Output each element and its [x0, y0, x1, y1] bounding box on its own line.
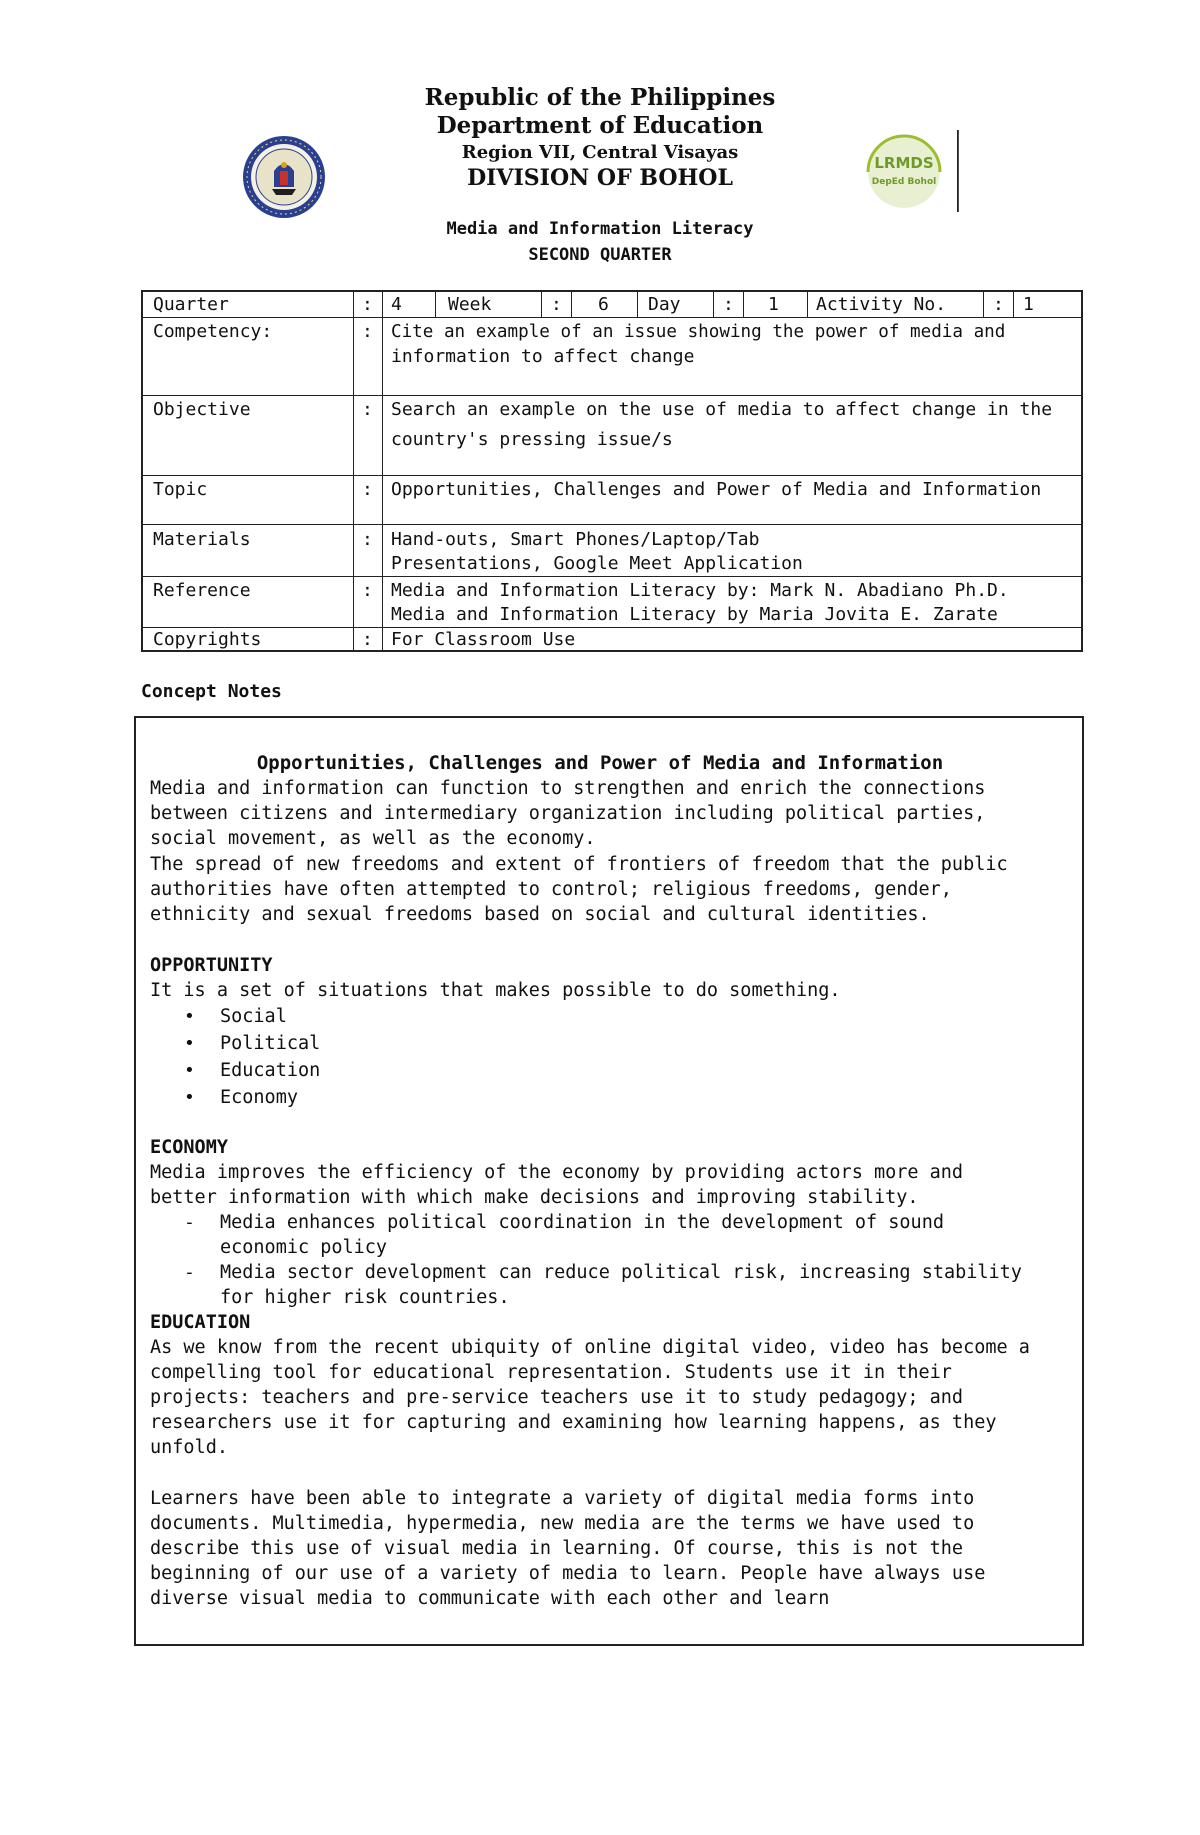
objective-line-1: Search an example on the use of media to affect change in the	[391, 399, 1053, 420]
list-item: Social	[220, 1006, 287, 1027]
header-region: Region VII, Central Visayas	[461, 142, 739, 163]
competency-line-2: information to affect change	[391, 346, 695, 367]
header-department: Department of Education	[436, 112, 764, 139]
bullet-icon: •	[184, 1006, 195, 1027]
bullet-icon: •	[184, 1033, 195, 1054]
materials-line-1: Hand-outs, Smart Phones/Laptop/Tab	[391, 529, 760, 550]
colon: :	[362, 399, 373, 420]
paragraph-line: between citizens and intermediary organization including political parties,	[150, 803, 986, 824]
copyrights-value: For Classroom Use	[391, 629, 576, 650]
quarter-value: 4	[391, 294, 402, 315]
lesson-info-table	[141, 290, 1083, 652]
subject-title: Media and Information Literacy	[446, 219, 754, 239]
materials-label: Materials	[153, 529, 251, 550]
colon: :	[362, 479, 373, 500]
week-value: 6	[598, 294, 609, 315]
header-republic: Republic of the Philippines	[424, 84, 776, 111]
week-label: Week	[448, 294, 492, 315]
paragraph-line: diverse visual media to communicate with each other and learn	[150, 1588, 830, 1609]
quarter-title: SECOND QUARTER	[528, 245, 672, 265]
concept-notes-heading: Concept Notes	[141, 681, 282, 702]
day-label: Day	[648, 294, 681, 315]
deped-seal-logo	[242, 135, 326, 219]
colon: :	[723, 294, 734, 315]
objective-line-2: country's pressing issue/s	[391, 429, 673, 450]
materials-line-2: Presentations, Google Meet Application	[391, 553, 803, 574]
paragraph-line: describe this use of visual media in learning. Of course, this is not the	[150, 1538, 964, 1559]
paragraph-line: unfold.	[150, 1437, 228, 1458]
paragraph-line: social movement, as well as the economy.	[150, 828, 596, 849]
list-item: Media sector development can reduce political risk, increasing stability	[220, 1262, 1022, 1283]
paragraph-line: Media and information can function to strengthen and enrich the connections	[150, 778, 986, 799]
svg-text:LRMDS: LRMDS	[874, 154, 934, 172]
activity-label: Activity No.	[816, 294, 947, 315]
paragraph-line: beginning of our use of a variety of media to learn. People have always use	[150, 1563, 986, 1584]
paragraph-line: As we know from the recent ubiquity of online digital video, video has become a	[150, 1337, 1030, 1358]
opportunity-heading: OPPORTUNITY	[150, 955, 273, 976]
bullet-icon: •	[184, 1087, 195, 1108]
paragraph-line: authorities have often attempted to control; religious freedoms, gender,	[150, 879, 952, 900]
list-item: Economy	[220, 1087, 298, 1108]
education-heading: EDUCATION	[150, 1312, 251, 1333]
activity-value: 1	[1023, 294, 1034, 315]
opportunity-definition: It is a set of situations that makes possible to do something.	[150, 980, 841, 1001]
bullet-icon: •	[184, 1060, 195, 1081]
objective-label: Objective	[153, 399, 251, 420]
colon: :	[993, 294, 1004, 315]
dash-bullet-icon: -	[184, 1262, 195, 1283]
reference-line-2: Media and Information Literacy by Maria Jovita E. Zarate	[391, 604, 998, 625]
day-value: 1	[768, 294, 779, 315]
colon: :	[551, 294, 562, 315]
concept-notes-title: Opportunities, Challenges and Power of Media and Information	[256, 752, 944, 774]
header-division: DIVISION OF BOHOL	[467, 165, 733, 191]
dash-bullet-icon: -	[184, 1212, 195, 1233]
list-item: economic policy	[220, 1237, 388, 1258]
topic-value: Opportunities, Challenges and Power of Media and Information	[391, 479, 1042, 500]
lrmds-logo	[862, 128, 968, 214]
paragraph-line: researchers use it for capturing and examining how learning happens, as they	[150, 1412, 997, 1433]
list-item: for higher risk countries.	[220, 1287, 510, 1308]
colon: :	[362, 294, 373, 315]
paragraph-line: documents. Multimedia, hypermedia, new media are the terms we have used to	[150, 1513, 975, 1534]
reference-label: Reference	[153, 580, 251, 601]
colon: :	[362, 529, 373, 550]
paragraph-line: better information with which make decisions and improving stability.	[150, 1187, 919, 1208]
competency-line-1: Cite an example of an issue showing the power of media and	[391, 322, 1006, 342]
reference-line-1: Media and Information Literacy by: Mark N. Abadiano Ph.D.	[391, 580, 1009, 601]
paragraph-line: Learners have been able to integrate a variety of digital media forms into	[150, 1488, 975, 1509]
list-item: Education	[220, 1060, 321, 1081]
paragraph-line: compelling tool for educational representation. Students use it in their	[150, 1362, 952, 1383]
list-item: Political	[220, 1033, 321, 1054]
colon: :	[362, 321, 373, 342]
svg-text:DepEd Bohol: DepEd Bohol	[871, 177, 937, 187]
paragraph-line: ethnicity and sexual freedoms based on social and cultural identities.	[150, 904, 930, 925]
colon: :	[362, 580, 373, 601]
list-item: Media enhances political coordination in the development of sound	[220, 1212, 944, 1233]
paragraph-line: projects: teachers and pre-service teachers use it to study pedagogy; and	[150, 1387, 964, 1408]
copyrights-label: Copyrights	[153, 629, 262, 650]
economy-heading: ECONOMY	[150, 1137, 228, 1158]
paragraph-line: The spread of new freedoms and extent of frontiers of freedom that the public	[150, 854, 1008, 875]
competency-label: Competency:	[153, 321, 273, 342]
topic-label: Topic	[153, 479, 208, 500]
colon: :	[362, 629, 373, 650]
paragraph-line: Media improves the efficiency of the economy by providing actors more and	[150, 1162, 964, 1183]
quarter-label: Quarter	[153, 294, 229, 315]
